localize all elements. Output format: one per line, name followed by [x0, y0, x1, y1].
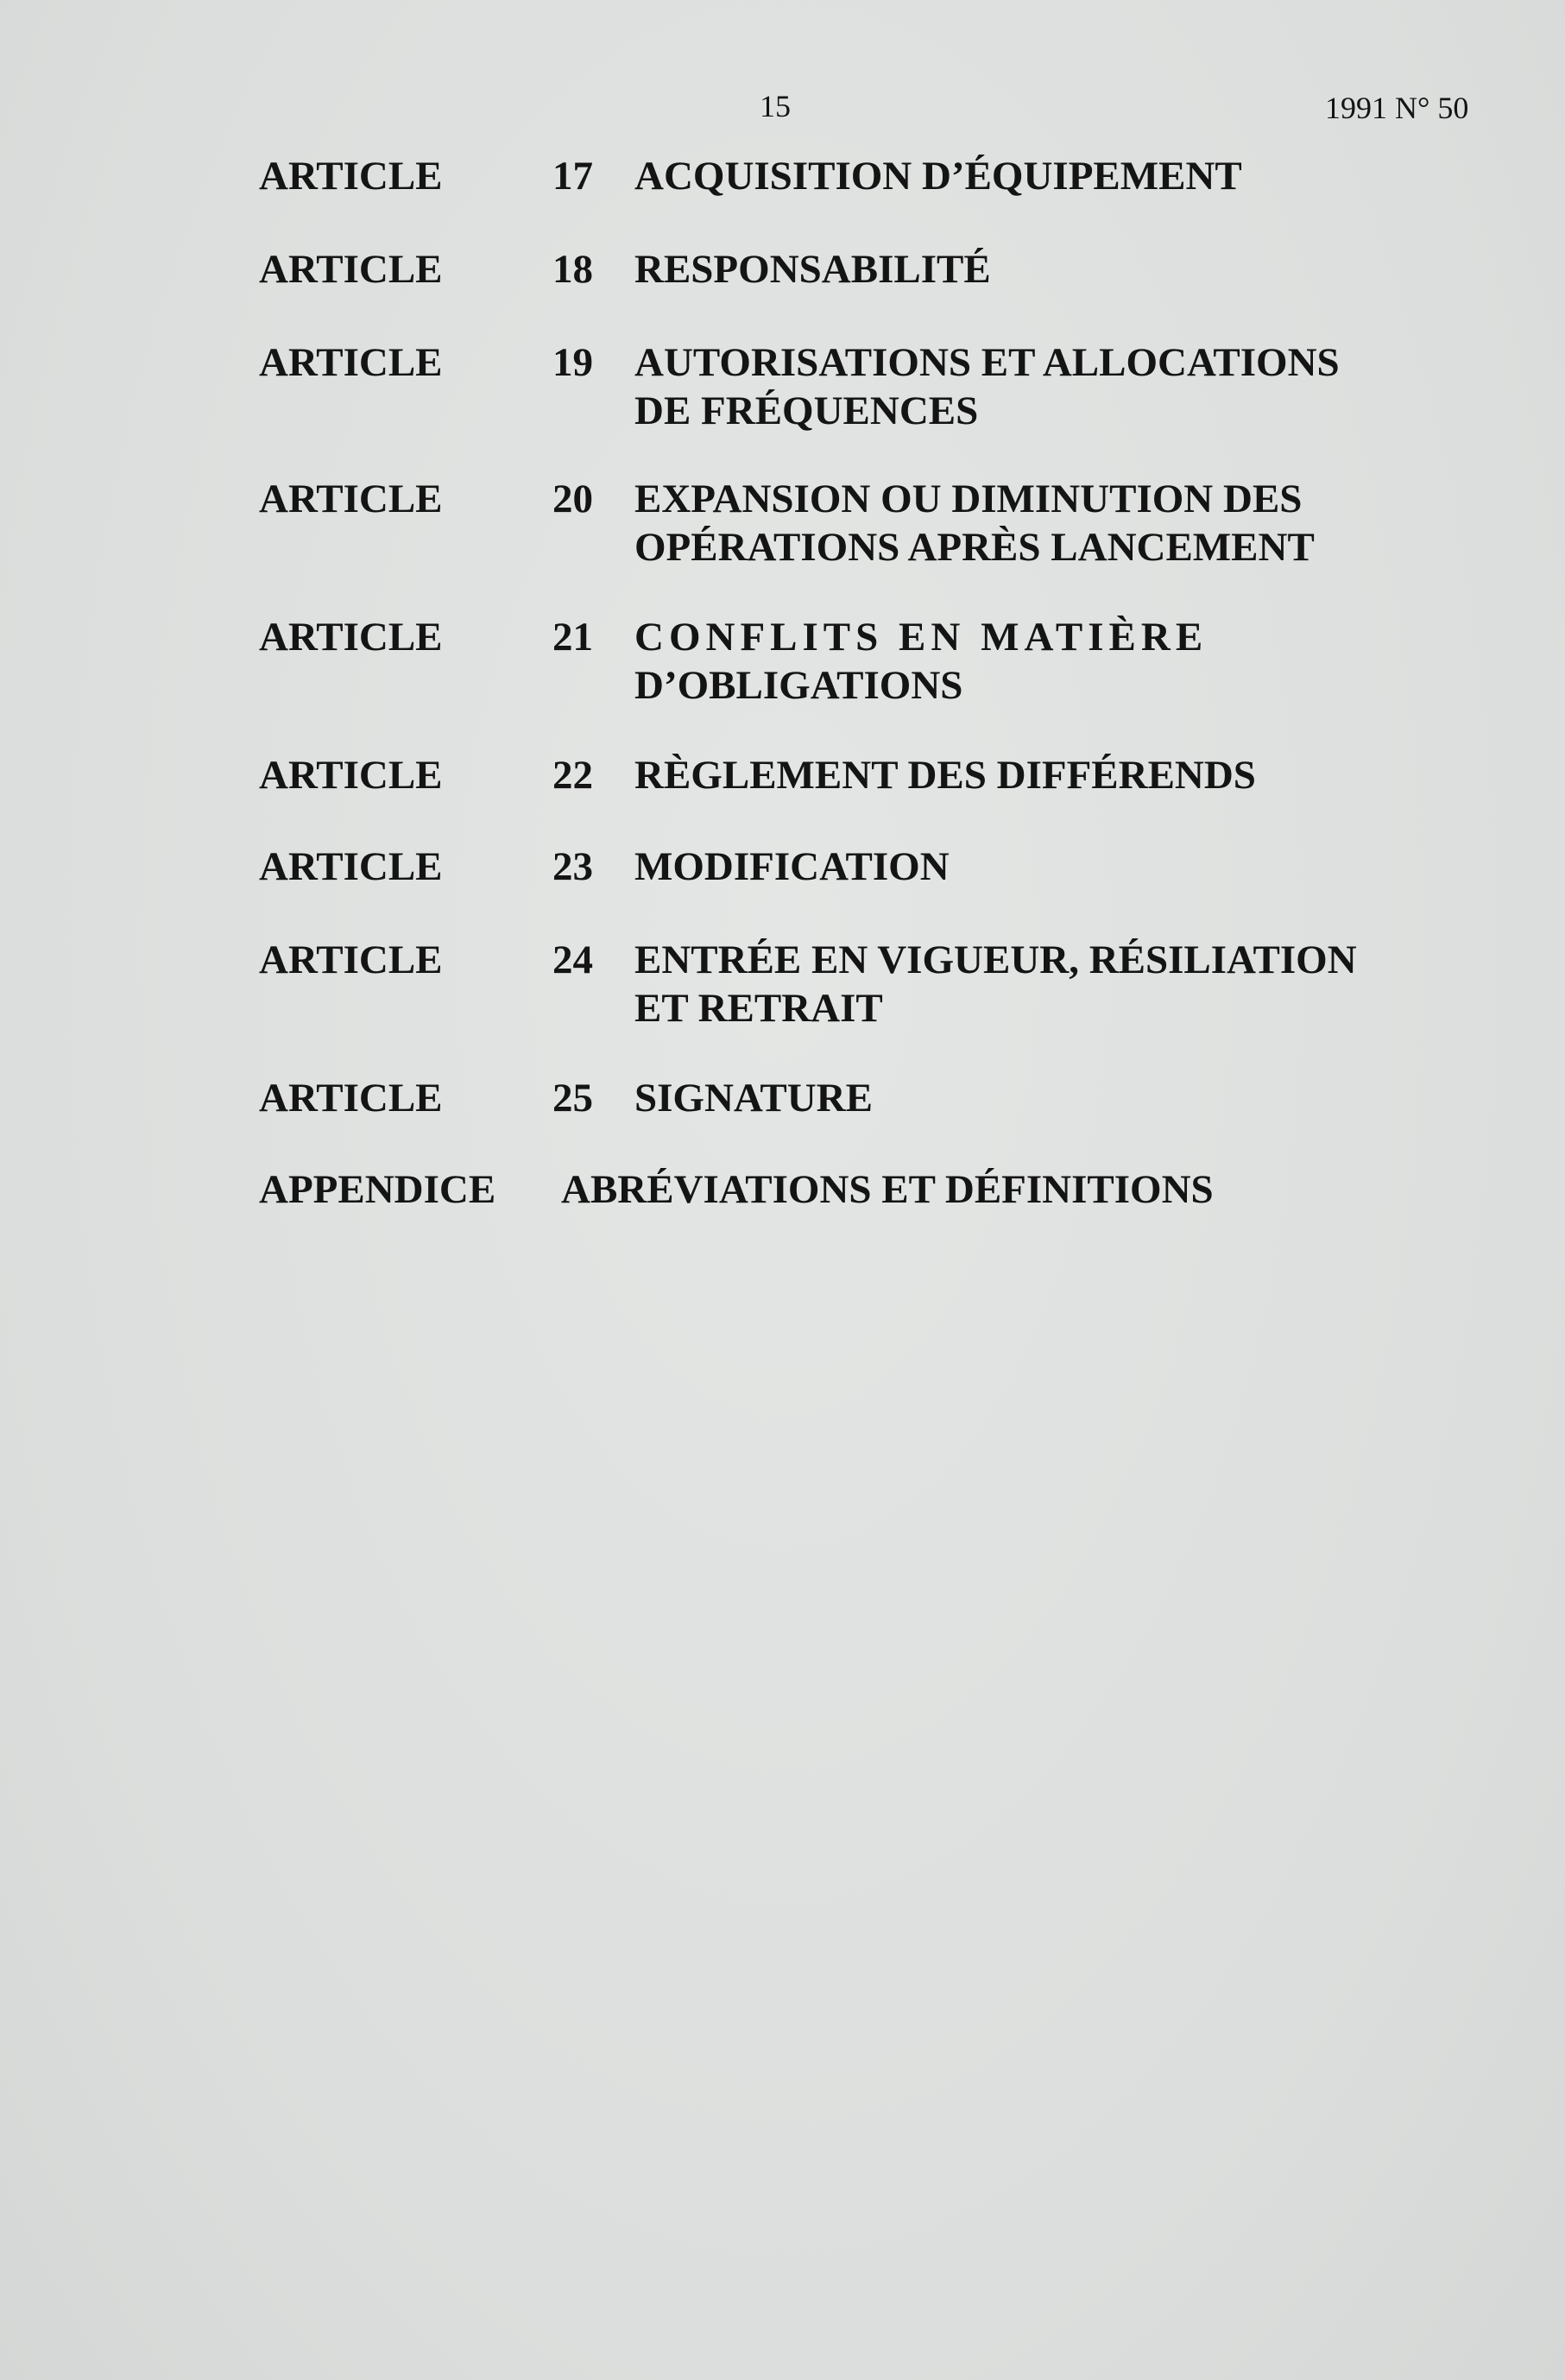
entry-label: ARTICLE — [259, 615, 443, 660]
entry-title-word: OU — [880, 477, 942, 521]
entry-label: ARTICLE — [259, 477, 443, 521]
entry-title-word: AUTORISATIONS — [634, 340, 972, 385]
entry-title-line: OPÉRATIONS APRÈS LANCEMENT — [634, 525, 1315, 570]
entry-number: 17 — [552, 154, 593, 199]
entry-title-word: VIGUEUR, RÉSILIATION — [877, 937, 1357, 982]
entry-title-line: ACQUISITION D’ÉQUIPEMENT — [634, 154, 1242, 199]
entry-title — [634, 843, 1420, 891]
entry-title-line — [634, 338, 1420, 387]
entry-label: ARTICLE — [259, 340, 443, 385]
page-number: 15 — [760, 89, 791, 123]
entry-title-line: D’OBLIGATIONS — [634, 663, 963, 708]
entry-title-line: ABRÉVIATIONS ET DÉFINITIONS — [561, 1167, 1214, 1212]
entry-title-word: EXPANSION — [634, 477, 871, 521]
entry-title-word: DES — [1223, 477, 1303, 521]
entry-title-word: EN — [899, 615, 966, 660]
entry-title-line: SIGNATURE — [634, 1076, 873, 1121]
entry-label: ARTICLE — [259, 154, 443, 199]
entry-title — [634, 475, 1420, 571]
entry-number: 25 — [552, 1076, 593, 1121]
entry-title-line: MODIFICATION — [634, 844, 950, 889]
entry-number: 23 — [552, 844, 593, 889]
entry-label: ARTICLE — [259, 1076, 443, 1121]
entry-label: APPENDICE — [259, 1167, 496, 1212]
entry-title-line: DE FRÉQUENCES — [634, 388, 979, 433]
entry-number: 18 — [552, 247, 593, 292]
document-year-number: 1991 N° 50 — [1325, 91, 1469, 125]
entry-title — [561, 1165, 1347, 1214]
entry-title-word: EN — [811, 937, 868, 982]
entry-title — [634, 936, 1420, 1032]
entry-title-word: MATIÈRE — [981, 615, 1208, 660]
entry-title — [634, 152, 1420, 200]
entry-title-line — [634, 475, 1420, 523]
entry-title-word: ALLOCATIONS — [1042, 340, 1340, 385]
entry-number: 19 — [552, 340, 593, 385]
entry-number: 24 — [552, 937, 593, 982]
entry-title-line — [634, 936, 1420, 984]
entry-title-word: DIMINUTION — [951, 477, 1214, 521]
entry-title — [634, 338, 1420, 435]
entry-label: ARTICLE — [259, 247, 443, 292]
entry-title — [634, 245, 1420, 294]
entry-label: ARTICLE — [259, 753, 443, 798]
entry-title-word: ENTRÉE — [634, 937, 802, 982]
entry-title-line: RESPONSABILITÉ — [634, 247, 991, 292]
entry-title-line: ET RETRAIT — [634, 986, 883, 1031]
entry-label: ARTICLE — [259, 844, 443, 889]
entry-label: ARTICLE — [259, 937, 443, 982]
entry-title — [634, 613, 1420, 710]
entry-number: 20 — [552, 477, 593, 521]
entry-number: 22 — [552, 753, 593, 798]
entry-title-line: RÈGLEMENT DES DIFFÉRENDS — [634, 753, 1256, 798]
entry-title-word: ET — [981, 340, 1035, 385]
entry-title-line — [634, 613, 1420, 661]
entry-title-word: CONFLITS — [634, 615, 884, 660]
entry-number: 21 — [552, 615, 593, 660]
entry-title — [634, 751, 1420, 799]
entry-title — [634, 1074, 1420, 1122]
